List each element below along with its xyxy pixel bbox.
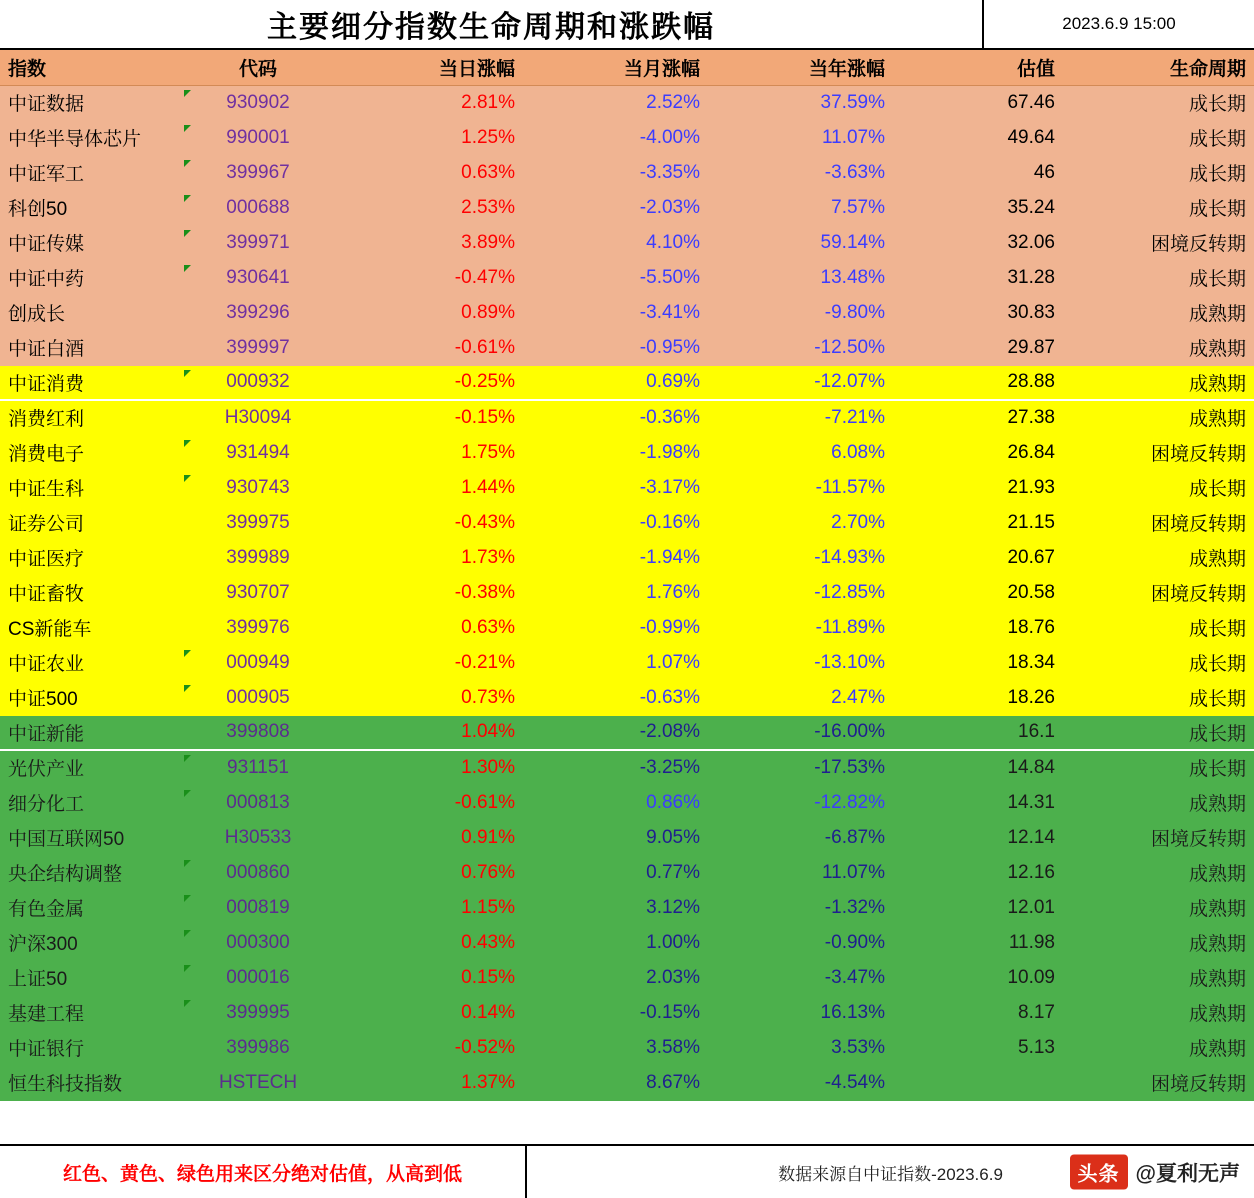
table-row: [0, 890, 1254, 925]
table-row: [0, 645, 1254, 680]
cell-year-change: 3.53%: [708, 1030, 893, 1065]
cell-day-change: 1.73%: [338, 540, 523, 575]
table-row: [0, 330, 1254, 365]
cell-year-change: 37.59%: [708, 85, 893, 120]
toutiao-logo-icon: 头条: [1070, 1155, 1128, 1190]
cell-month-change: 8.67%: [523, 1065, 708, 1100]
cell-month-change: 1.00%: [523, 925, 708, 960]
data-source-note: 数据来源自中证指数-2023.6.9: [778, 1164, 1003, 1184]
comment-marker-icon: [184, 370, 191, 377]
cell-life-cycle: 成长期: [1063, 645, 1254, 680]
code-text: 930707: [226, 581, 290, 603]
cell-year-change: 6.08%: [708, 435, 893, 470]
cell-year-change: 7.57%: [708, 190, 893, 225]
cell-month-change: -0.63%: [523, 680, 708, 715]
cell-year-change: -14.93%: [708, 540, 893, 575]
index-table-container: [0, 50, 1254, 1144]
cell-index-code: [178, 330, 338, 365]
cell-valuation: 8.17: [893, 995, 1063, 1030]
comment-marker-icon: [184, 230, 191, 237]
table-row: [0, 470, 1254, 505]
table-row: [0, 1065, 1254, 1100]
cell-month-change: 2.03%: [523, 960, 708, 995]
cell-life-cycle: 成熟期: [1063, 400, 1254, 435]
table-row: [0, 435, 1254, 470]
cell-day-change: 0.73%: [338, 680, 523, 715]
cell-day-change: -0.21%: [338, 645, 523, 680]
cell-index-code: [178, 505, 338, 540]
table-row: [0, 260, 1254, 295]
cell-index-code: [178, 855, 338, 890]
cell-valuation: 14.84: [893, 750, 1063, 785]
table-row: [0, 925, 1254, 960]
cell-day-change: 0.76%: [338, 855, 523, 890]
code-text: 000860: [226, 861, 290, 883]
cell-index-code: [178, 960, 338, 995]
cell-life-cycle: 困境反转期: [1063, 225, 1254, 260]
table-row: [0, 785, 1254, 820]
title-bar: [0, 0, 1254, 50]
code-text: 399971: [226, 231, 290, 253]
cell-index-code: [178, 995, 338, 1030]
cell-year-change: 2.47%: [708, 680, 893, 715]
cell-index-code: [178, 925, 338, 960]
cell-year-change: -3.47%: [708, 960, 893, 995]
col-header-life-cycle: 生命周期: [1063, 50, 1254, 85]
cell-life-cycle: 成熟期: [1063, 960, 1254, 995]
cell-valuation: 18.76: [893, 610, 1063, 645]
comment-marker-icon: [184, 650, 191, 657]
cell-life-cycle: 成熟期: [1063, 925, 1254, 960]
code-text: 399986: [226, 1036, 290, 1058]
cell-month-change: -3.41%: [523, 295, 708, 330]
cell-day-change: 1.37%: [338, 1065, 523, 1100]
cell-life-cycle: 成熟期: [1063, 995, 1254, 1030]
cell-index-name: 科创50: [0, 190, 178, 225]
cell-month-change: -1.98%: [523, 435, 708, 470]
cell-month-change: -5.50%: [523, 260, 708, 295]
cell-index-name: 中证500: [0, 680, 178, 715]
legend-note: 红色、黄色、绿色用来区分绝对估值，从高到低: [0, 1146, 527, 1198]
cell-month-change: 0.86%: [523, 785, 708, 820]
table-row: [0, 995, 1254, 1030]
cell-index-name: 中证白酒: [0, 330, 178, 365]
cell-index-code: [178, 225, 338, 260]
col-header-name: 指数: [0, 50, 178, 85]
cell-valuation: 28.88: [893, 365, 1063, 400]
cell-year-change: -6.87%: [708, 820, 893, 855]
cell-life-cycle: 成熟期: [1063, 330, 1254, 365]
comment-marker-icon: [184, 265, 191, 272]
cell-month-change: 3.12%: [523, 890, 708, 925]
cell-life-cycle: 成长期: [1063, 120, 1254, 155]
cell-year-change: -1.32%: [708, 890, 893, 925]
cell-day-change: 1.15%: [338, 890, 523, 925]
cell-index-name: 消费红利: [0, 400, 178, 435]
table-row: [0, 1030, 1254, 1065]
cell-year-change: -9.80%: [708, 295, 893, 330]
cell-day-change: 0.63%: [338, 610, 523, 645]
code-text: 000819: [226, 896, 290, 918]
comment-marker-icon: [184, 860, 191, 867]
table-row: [0, 295, 1254, 330]
watermark-author: @夏利无声: [1135, 1162, 1240, 1185]
comment-marker-icon: [184, 440, 191, 447]
code-text: 931494: [226, 441, 290, 463]
cell-valuation: 12.14: [893, 820, 1063, 855]
cell-life-cycle: 成长期: [1063, 190, 1254, 225]
cell-day-change: 1.25%: [338, 120, 523, 155]
cell-valuation: 67.46: [893, 85, 1063, 120]
cell-month-change: -0.16%: [523, 505, 708, 540]
cell-valuation: 5.13: [893, 1030, 1063, 1065]
footer-bar: [0, 1144, 1254, 1198]
cell-valuation: 46: [893, 155, 1063, 190]
cell-year-change: -12.50%: [708, 330, 893, 365]
cell-day-change: -0.52%: [338, 1030, 523, 1065]
code-text: 399976: [226, 616, 290, 638]
table-row: [0, 85, 1254, 120]
cell-year-change: -11.57%: [708, 470, 893, 505]
cell-month-change: 1.76%: [523, 575, 708, 610]
cell-life-cycle: 成长期: [1063, 470, 1254, 505]
cell-index-code: [178, 610, 338, 645]
table-row: [0, 120, 1254, 155]
cell-month-change: 4.10%: [523, 225, 708, 260]
code-text: 000016: [226, 966, 290, 988]
table-row: [0, 855, 1254, 890]
cell-valuation: 10.09: [893, 960, 1063, 995]
cell-index-code: [178, 400, 338, 435]
cell-year-change: 11.07%: [708, 855, 893, 890]
code-text: 399296: [226, 301, 290, 323]
comment-marker-icon: [184, 965, 191, 972]
comment-marker-icon: [184, 195, 191, 202]
cell-index-name: 创成长: [0, 295, 178, 330]
cell-valuation: 26.84: [893, 435, 1063, 470]
comment-marker-icon: [184, 1000, 191, 1007]
cell-index-code: [178, 645, 338, 680]
cell-month-change: -0.15%: [523, 995, 708, 1030]
cell-valuation: 29.87: [893, 330, 1063, 365]
cell-index-code: [178, 470, 338, 505]
cell-valuation: 32.06: [893, 225, 1063, 260]
table-row: [0, 960, 1254, 995]
col-header-valuation: 估值: [893, 50, 1063, 85]
cell-day-change: 1.30%: [338, 750, 523, 785]
code-text: 399989: [226, 546, 290, 568]
cell-life-cycle: 困境反转期: [1063, 505, 1254, 540]
page-title: 主要细分指数生命周期和涨跌幅: [0, 0, 984, 48]
cell-life-cycle: 成熟期: [1063, 855, 1254, 890]
cell-month-change: -1.94%: [523, 540, 708, 575]
cell-day-change: -0.38%: [338, 575, 523, 610]
cell-index-code: [178, 750, 338, 785]
cell-day-change: 0.14%: [338, 995, 523, 1030]
timestamp: 2023.6.9 15:00: [1062, 14, 1176, 33]
cell-valuation: 27.38: [893, 400, 1063, 435]
cell-year-change: 2.70%: [708, 505, 893, 540]
code-text: 000688: [226, 196, 290, 218]
cell-valuation: 14.31: [893, 785, 1063, 820]
cell-index-name: 恒生科技指数: [0, 1065, 178, 1100]
cell-index-name: 中证银行: [0, 1030, 178, 1065]
cell-index-name: CS新能车: [0, 610, 178, 645]
cell-life-cycle: 成长期: [1063, 680, 1254, 715]
code-text: 930743: [226, 476, 290, 498]
cell-day-change: 0.89%: [338, 295, 523, 330]
cell-year-change: -12.85%: [708, 575, 893, 610]
cell-year-change: -0.90%: [708, 925, 893, 960]
cell-life-cycle: 成熟期: [1063, 365, 1254, 400]
cell-month-change: -2.08%: [523, 715, 708, 750]
table-row: [0, 610, 1254, 645]
cell-index-code: [178, 890, 338, 925]
table-row: [0, 190, 1254, 225]
cell-life-cycle: 成熟期: [1063, 540, 1254, 575]
cell-life-cycle: 困境反转期: [1063, 1065, 1254, 1100]
cell-valuation: 21.15: [893, 505, 1063, 540]
cell-valuation: [893, 1065, 1063, 1100]
comment-marker-icon: [184, 685, 191, 692]
col-header-day-change: 当日涨幅: [338, 50, 523, 85]
cell-month-change: 0.77%: [523, 855, 708, 890]
cell-index-code: [178, 85, 338, 120]
cell-valuation: 20.67: [893, 540, 1063, 575]
cell-index-code: [178, 1065, 338, 1100]
cell-month-change: -3.35%: [523, 155, 708, 190]
cell-index-name: 中国互联网50: [0, 820, 178, 855]
cell-year-change: -11.89%: [708, 610, 893, 645]
cell-day-change: 2.53%: [338, 190, 523, 225]
cell-index-name: 中证畜牧: [0, 575, 178, 610]
cell-index-name: 中证农业: [0, 645, 178, 680]
code-text: H30094: [224, 406, 292, 428]
cell-day-change: -0.61%: [338, 330, 523, 365]
cell-index-code: [178, 435, 338, 470]
comment-marker-icon: [184, 160, 191, 167]
cell-index-code: [178, 680, 338, 715]
cell-index-code: [178, 295, 338, 330]
cell-month-change: 2.52%: [523, 85, 708, 120]
cell-life-cycle: 成长期: [1063, 85, 1254, 120]
cell-index-code: [178, 120, 338, 155]
cell-index-name: 中证数据: [0, 85, 178, 120]
code-text: 399995: [226, 1001, 290, 1023]
cell-valuation: 31.28: [893, 260, 1063, 295]
cell-valuation: 35.24: [893, 190, 1063, 225]
comment-marker-icon: [184, 895, 191, 902]
cell-day-change: 1.44%: [338, 470, 523, 505]
cell-life-cycle: 困境反转期: [1063, 820, 1254, 855]
cell-life-cycle: 成长期: [1063, 155, 1254, 190]
cell-index-name: 中证生科: [0, 470, 178, 505]
cell-year-change: 16.13%: [708, 995, 893, 1030]
cell-month-change: -0.99%: [523, 610, 708, 645]
cell-day-change: -0.15%: [338, 400, 523, 435]
col-header-year-change: 当年涨幅: [708, 50, 893, 85]
cell-index-code: [178, 715, 338, 750]
cell-valuation: 12.01: [893, 890, 1063, 925]
cell-month-change: -4.00%: [523, 120, 708, 155]
code-text: 000949: [226, 651, 290, 673]
cell-day-change: -0.25%: [338, 365, 523, 400]
code-text: 399997: [226, 336, 290, 358]
cell-valuation: 11.98: [893, 925, 1063, 960]
cell-index-code: [178, 820, 338, 855]
code-text: 930902: [226, 91, 290, 113]
cell-index-name: 光伏产业: [0, 750, 178, 785]
cell-index-code: [178, 1030, 338, 1065]
cell-day-change: -0.47%: [338, 260, 523, 295]
comment-marker-icon: [184, 90, 191, 97]
cell-valuation: 16.1: [893, 715, 1063, 750]
table-row: [0, 540, 1254, 575]
cell-day-change: 1.04%: [338, 715, 523, 750]
code-text: 000905: [226, 686, 290, 708]
comment-marker-icon: [184, 790, 191, 797]
comment-marker-icon: [184, 930, 191, 937]
table-row: [0, 575, 1254, 610]
code-text: 399808: [226, 721, 290, 743]
cell-month-change: 9.05%: [523, 820, 708, 855]
cell-valuation: 30.83: [893, 295, 1063, 330]
cell-year-change: 13.48%: [708, 260, 893, 295]
cell-valuation: 21.93: [893, 470, 1063, 505]
cell-index-code: [178, 785, 338, 820]
code-text: 000932: [226, 371, 290, 393]
cell-month-change: -0.95%: [523, 330, 708, 365]
code-text: 000300: [226, 931, 290, 953]
cell-index-name: 上证50: [0, 960, 178, 995]
table-row: [0, 155, 1254, 190]
cell-life-cycle: 困境反转期: [1063, 435, 1254, 470]
cell-life-cycle: 困境反转期: [1063, 575, 1254, 610]
table-row: [0, 680, 1254, 715]
cell-valuation: 12.16: [893, 855, 1063, 890]
cell-day-change: 2.81%: [338, 85, 523, 120]
cell-life-cycle: 成长期: [1063, 610, 1254, 645]
table-row: [0, 820, 1254, 855]
cell-index-code: [178, 190, 338, 225]
comment-marker-icon: [184, 475, 191, 482]
cell-month-change: 3.58%: [523, 1030, 708, 1065]
cell-index-code: [178, 260, 338, 295]
col-header-month-change: 当月涨幅: [523, 50, 708, 85]
cell-day-change: 0.15%: [338, 960, 523, 995]
cell-index-code: [178, 575, 338, 610]
cell-month-change: 0.69%: [523, 365, 708, 400]
cell-day-change: -0.61%: [338, 785, 523, 820]
cell-year-change: -16.00%: [708, 715, 893, 750]
cell-year-change: -7.21%: [708, 400, 893, 435]
cell-month-change: -2.03%: [523, 190, 708, 225]
watermark: [1070, 1155, 1240, 1190]
table-row: [0, 505, 1254, 540]
cell-day-change: 0.43%: [338, 925, 523, 960]
cell-index-name: 消费电子: [0, 435, 178, 470]
table-header: [0, 50, 1254, 85]
cell-day-change: 1.75%: [338, 435, 523, 470]
cell-valuation: 18.26: [893, 680, 1063, 715]
cell-life-cycle: 成熟期: [1063, 785, 1254, 820]
cell-day-change: 0.63%: [338, 155, 523, 190]
table-row: [0, 715, 1254, 750]
code-text: 399967: [226, 161, 290, 183]
cell-year-change: -12.07%: [708, 365, 893, 400]
cell-index-code: [178, 155, 338, 190]
table-row: [0, 365, 1254, 400]
cell-index-name: 中证消费: [0, 365, 178, 400]
cell-index-name: 细分化工: [0, 785, 178, 820]
cell-valuation: 20.58: [893, 575, 1063, 610]
cell-index-name: 中证传媒: [0, 225, 178, 260]
cell-index-name: 中证中药: [0, 260, 178, 295]
code-text: 399975: [226, 511, 290, 533]
code-text: 930641: [226, 266, 290, 288]
cell-index-code: [178, 540, 338, 575]
cell-year-change: 59.14%: [708, 225, 893, 260]
cell-life-cycle: 成长期: [1063, 715, 1254, 750]
code-text: 000813: [226, 791, 290, 813]
table-row: [0, 750, 1254, 785]
cell-index-name: 中证新能: [0, 715, 178, 750]
cell-month-change: -0.36%: [523, 400, 708, 435]
cell-valuation: 49.64: [893, 120, 1063, 155]
code-text: HSTECH: [218, 1071, 298, 1093]
cell-year-change: -17.53%: [708, 750, 893, 785]
code-text: 990001: [226, 126, 290, 148]
cell-month-change: -3.17%: [523, 470, 708, 505]
cell-index-name: 有色金属: [0, 890, 178, 925]
cell-day-change: 0.91%: [338, 820, 523, 855]
code-text: 931151: [227, 756, 289, 778]
cell-year-change: -12.82%: [708, 785, 893, 820]
cell-month-change: -3.25%: [523, 750, 708, 785]
cell-index-name: 央企结构调整: [0, 855, 178, 890]
cell-life-cycle: 成长期: [1063, 750, 1254, 785]
table-row: [0, 225, 1254, 260]
cell-day-change: -0.43%: [338, 505, 523, 540]
comment-marker-icon: [184, 125, 191, 132]
cell-life-cycle: 成熟期: [1063, 890, 1254, 925]
cell-index-code: [178, 365, 338, 400]
cell-valuation: 18.34: [893, 645, 1063, 680]
cell-index-name: 沪深300: [0, 925, 178, 960]
cell-month-change: 1.07%: [523, 645, 708, 680]
table-body: [0, 85, 1254, 1100]
cell-year-change: -4.54%: [708, 1065, 893, 1100]
cell-life-cycle: 成熟期: [1063, 295, 1254, 330]
cell-index-name: 中华半导体芯片: [0, 120, 178, 155]
cell-life-cycle: 成长期: [1063, 260, 1254, 295]
index-table: [0, 50, 1254, 1101]
cell-life-cycle: 成熟期: [1063, 1030, 1254, 1065]
cell-year-change: -3.63%: [708, 155, 893, 190]
cell-year-change: 11.07%: [708, 120, 893, 155]
cell-index-name: 中证医疗: [0, 540, 178, 575]
code-text: H30533: [224, 826, 292, 848]
cell-index-name: 基建工程: [0, 995, 178, 1030]
cell-day-change: 3.89%: [338, 225, 523, 260]
comment-marker-icon: [184, 755, 191, 762]
col-header-code: 代码: [178, 50, 338, 85]
cell-index-name: 证券公司: [0, 505, 178, 540]
cell-index-name: 中证军工: [0, 155, 178, 190]
cell-year-change: -13.10%: [708, 645, 893, 680]
table-row: [0, 400, 1254, 435]
